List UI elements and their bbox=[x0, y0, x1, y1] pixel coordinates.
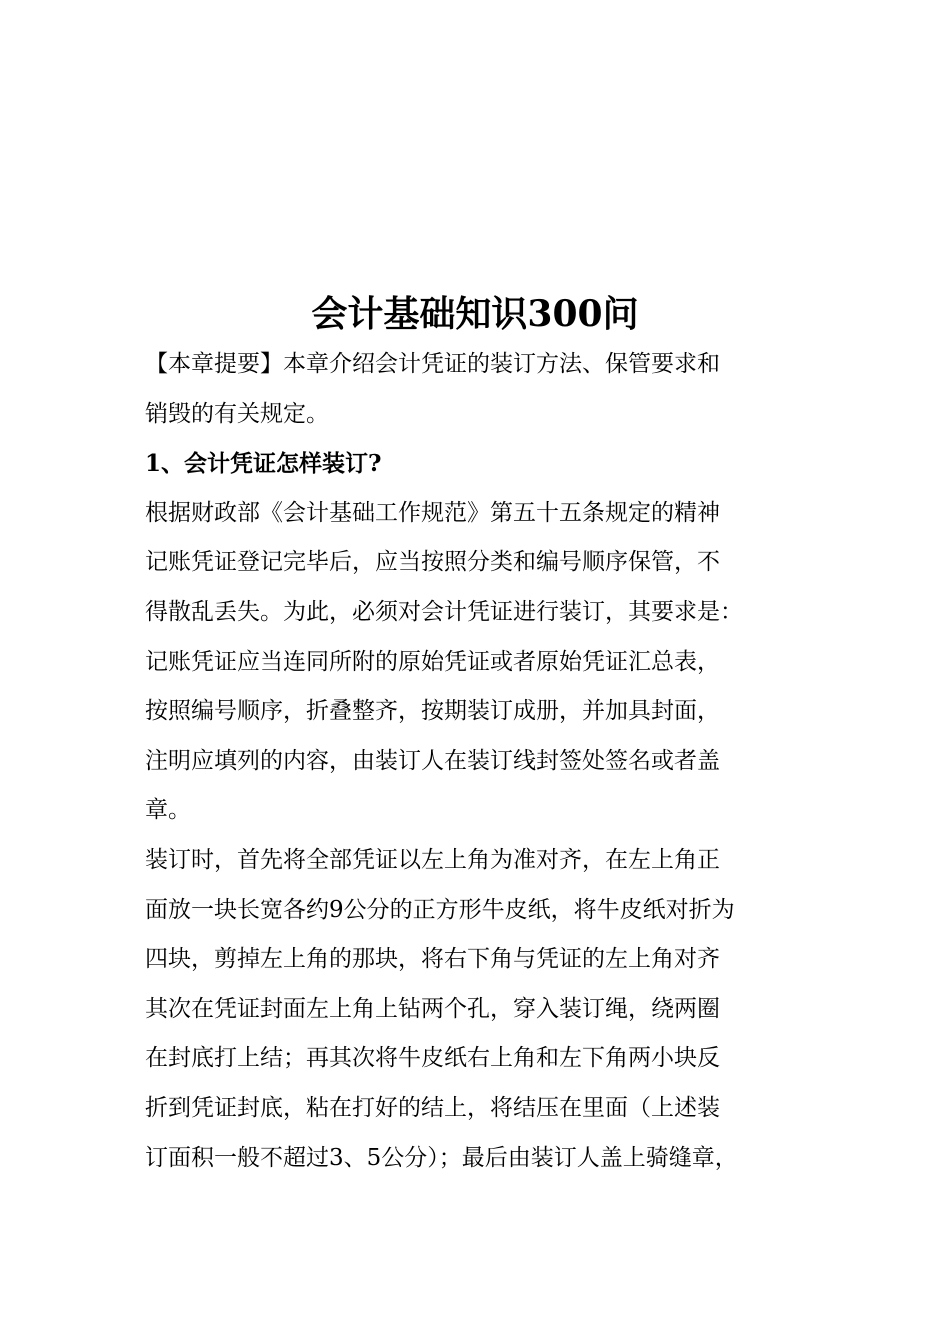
page-title: 会计基础知识300问 bbox=[311, 293, 639, 335]
paragraph-line: 订面积一般不超过3、5公分）；最后由装订人盖上骑缝章， bbox=[145, 1144, 738, 1171]
paragraph-line: 其次在凭证封面左上角上钻两个孔，穿入装订绳，绕两圈 bbox=[145, 995, 720, 1022]
paragraph-line: 装订时，首先将全部凭证以左上角为准对齐，在左上角正 bbox=[145, 846, 720, 873]
paragraph-line: 按照编号顺序，折叠整齐，按期装订成册，并加具封面， bbox=[145, 698, 720, 725]
paragraph-line: 折到凭证封底，粘在打好的结上，将结压在里面（上述装 bbox=[145, 1094, 720, 1121]
document-body bbox=[145, 340, 825, 1183]
paragraph-line: 【本章提要】本章介绍会计凭证的装订方法、保管要求和 bbox=[145, 351, 720, 377]
paragraph-line: 记账凭证登记完毕后，应当按照分类和编号顺序保管，不 bbox=[145, 549, 720, 576]
paragraph-line: 四块，剪掉左上角的那块，将右下角与凭证的左上角对齐 bbox=[145, 946, 720, 973]
paragraph-line: 注明应填列的内容，由装订人在装订线封签处签名或者盖 bbox=[145, 747, 720, 774]
paragraph-line: 销毁的有关规定。 bbox=[145, 400, 329, 427]
paragraph-line: 根据财政部《会计基础工作规范》第五十五条规定的精神 bbox=[145, 499, 720, 526]
paragraph-line: 记账凭证应当连同所附的原始凭证或者原始凭证汇总表， bbox=[145, 648, 720, 675]
paragraph-line: 在封底打上结；再其次将牛皮纸右上角和左下角两小块反 bbox=[145, 1045, 720, 1072]
section-heading: 1、会计凭证怎样装订? bbox=[145, 450, 382, 478]
paragraph-line: 得散乱丢失。为此，必须对会计凭证进行装订，其要求是： bbox=[145, 598, 743, 625]
paragraph-line: 章。 bbox=[145, 797, 191, 824]
paragraph-line: 面放一块长宽各约9公分的正方形牛皮纸，将牛皮纸对折为 bbox=[145, 896, 735, 923]
